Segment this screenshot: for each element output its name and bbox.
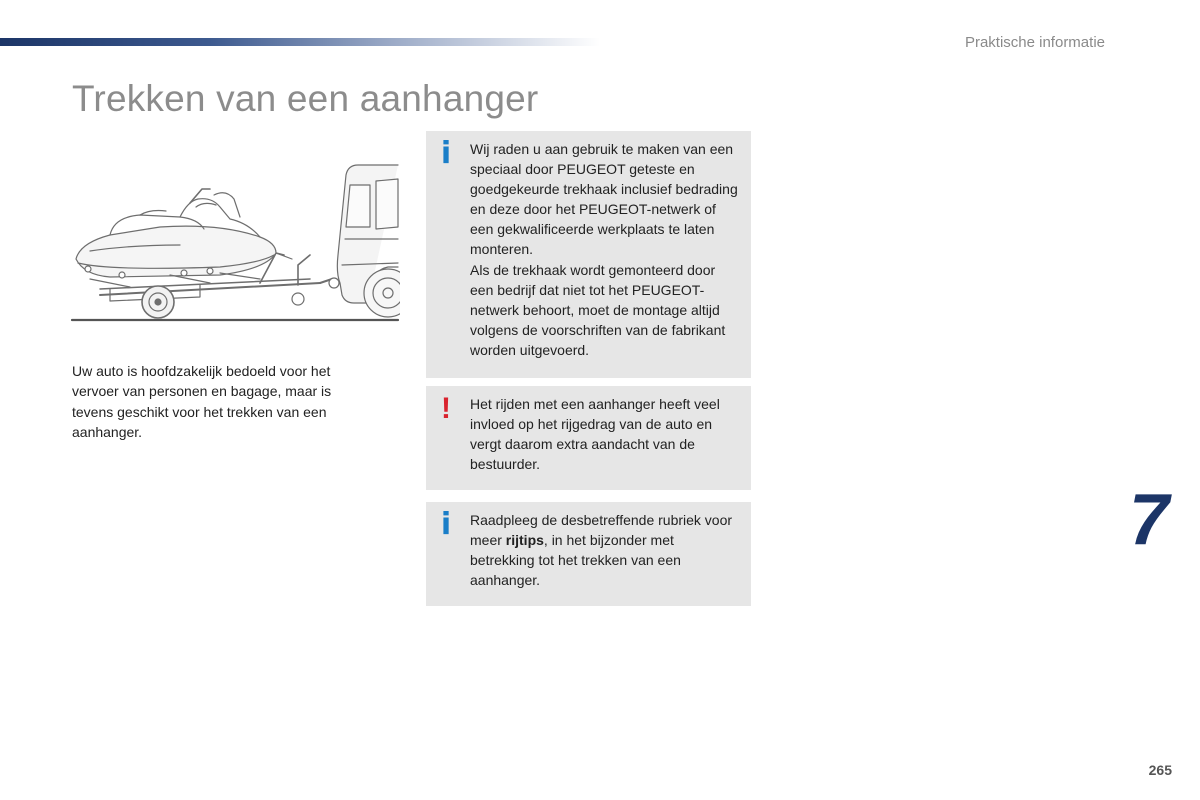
- info-icon: i: [440, 136, 452, 171]
- intro-paragraph: Uw auto is hoofdzakelijk bedoeld voor het vervoer van personen en bagage, maar is tevens geschikt voor het trekken van een aanhanger.: [72, 363, 332, 440]
- note-paragraph: Als de trekhaak wordt gemonteerd door een bedrijf dat niet tot het PEUGEOT-netwerk behoort, moet de montage altijd volgens de voorschriften van de fabrikant worden uitgevoerd.: [470, 261, 726, 358]
- info-icon: i: [440, 507, 452, 542]
- note-paragraph: Wij raden u aan gebruik te maken van een speciaal door PEUGEOT geteste en goedgekeurde trekhaak inclusief bedrading en deze door het PEUGEOT-netwerk of een gekwalificeerde werkplaats te laten monteren.: [470, 141, 738, 258]
- note-text: Raadpleeg de desbetreffende rubriek voor meer: [470, 512, 733, 549]
- driving-tips-keyword: rijtips: [505, 532, 544, 549]
- section-label: Praktische informatie: [964, 34, 1105, 51]
- warning-note-handling: [426, 386, 751, 490]
- car-towing-trailer-illustration: [70, 155, 400, 325]
- page-title: Trekken van een aanhanger: [72, 78, 539, 119]
- note-paragraph: Het rijden met een aanhanger heeft veel invloed op het rijgedrag van de auto en vergt daarom extra aandacht van de bestuurder.: [470, 396, 720, 473]
- info-note-towbar: [426, 131, 751, 378]
- note-paragraph: [470, 510, 739, 590]
- note-text: , in het bijzonder met betrekking tot het trekken van een aanhanger.: [470, 532, 681, 589]
- chapter-number: 7: [1128, 480, 1170, 560]
- page-number: 265: [1148, 762, 1172, 778]
- info-note-driving-tips: [426, 502, 751, 606]
- warning-icon: !: [441, 392, 451, 425]
- header-gradient-bar: [0, 38, 600, 46]
